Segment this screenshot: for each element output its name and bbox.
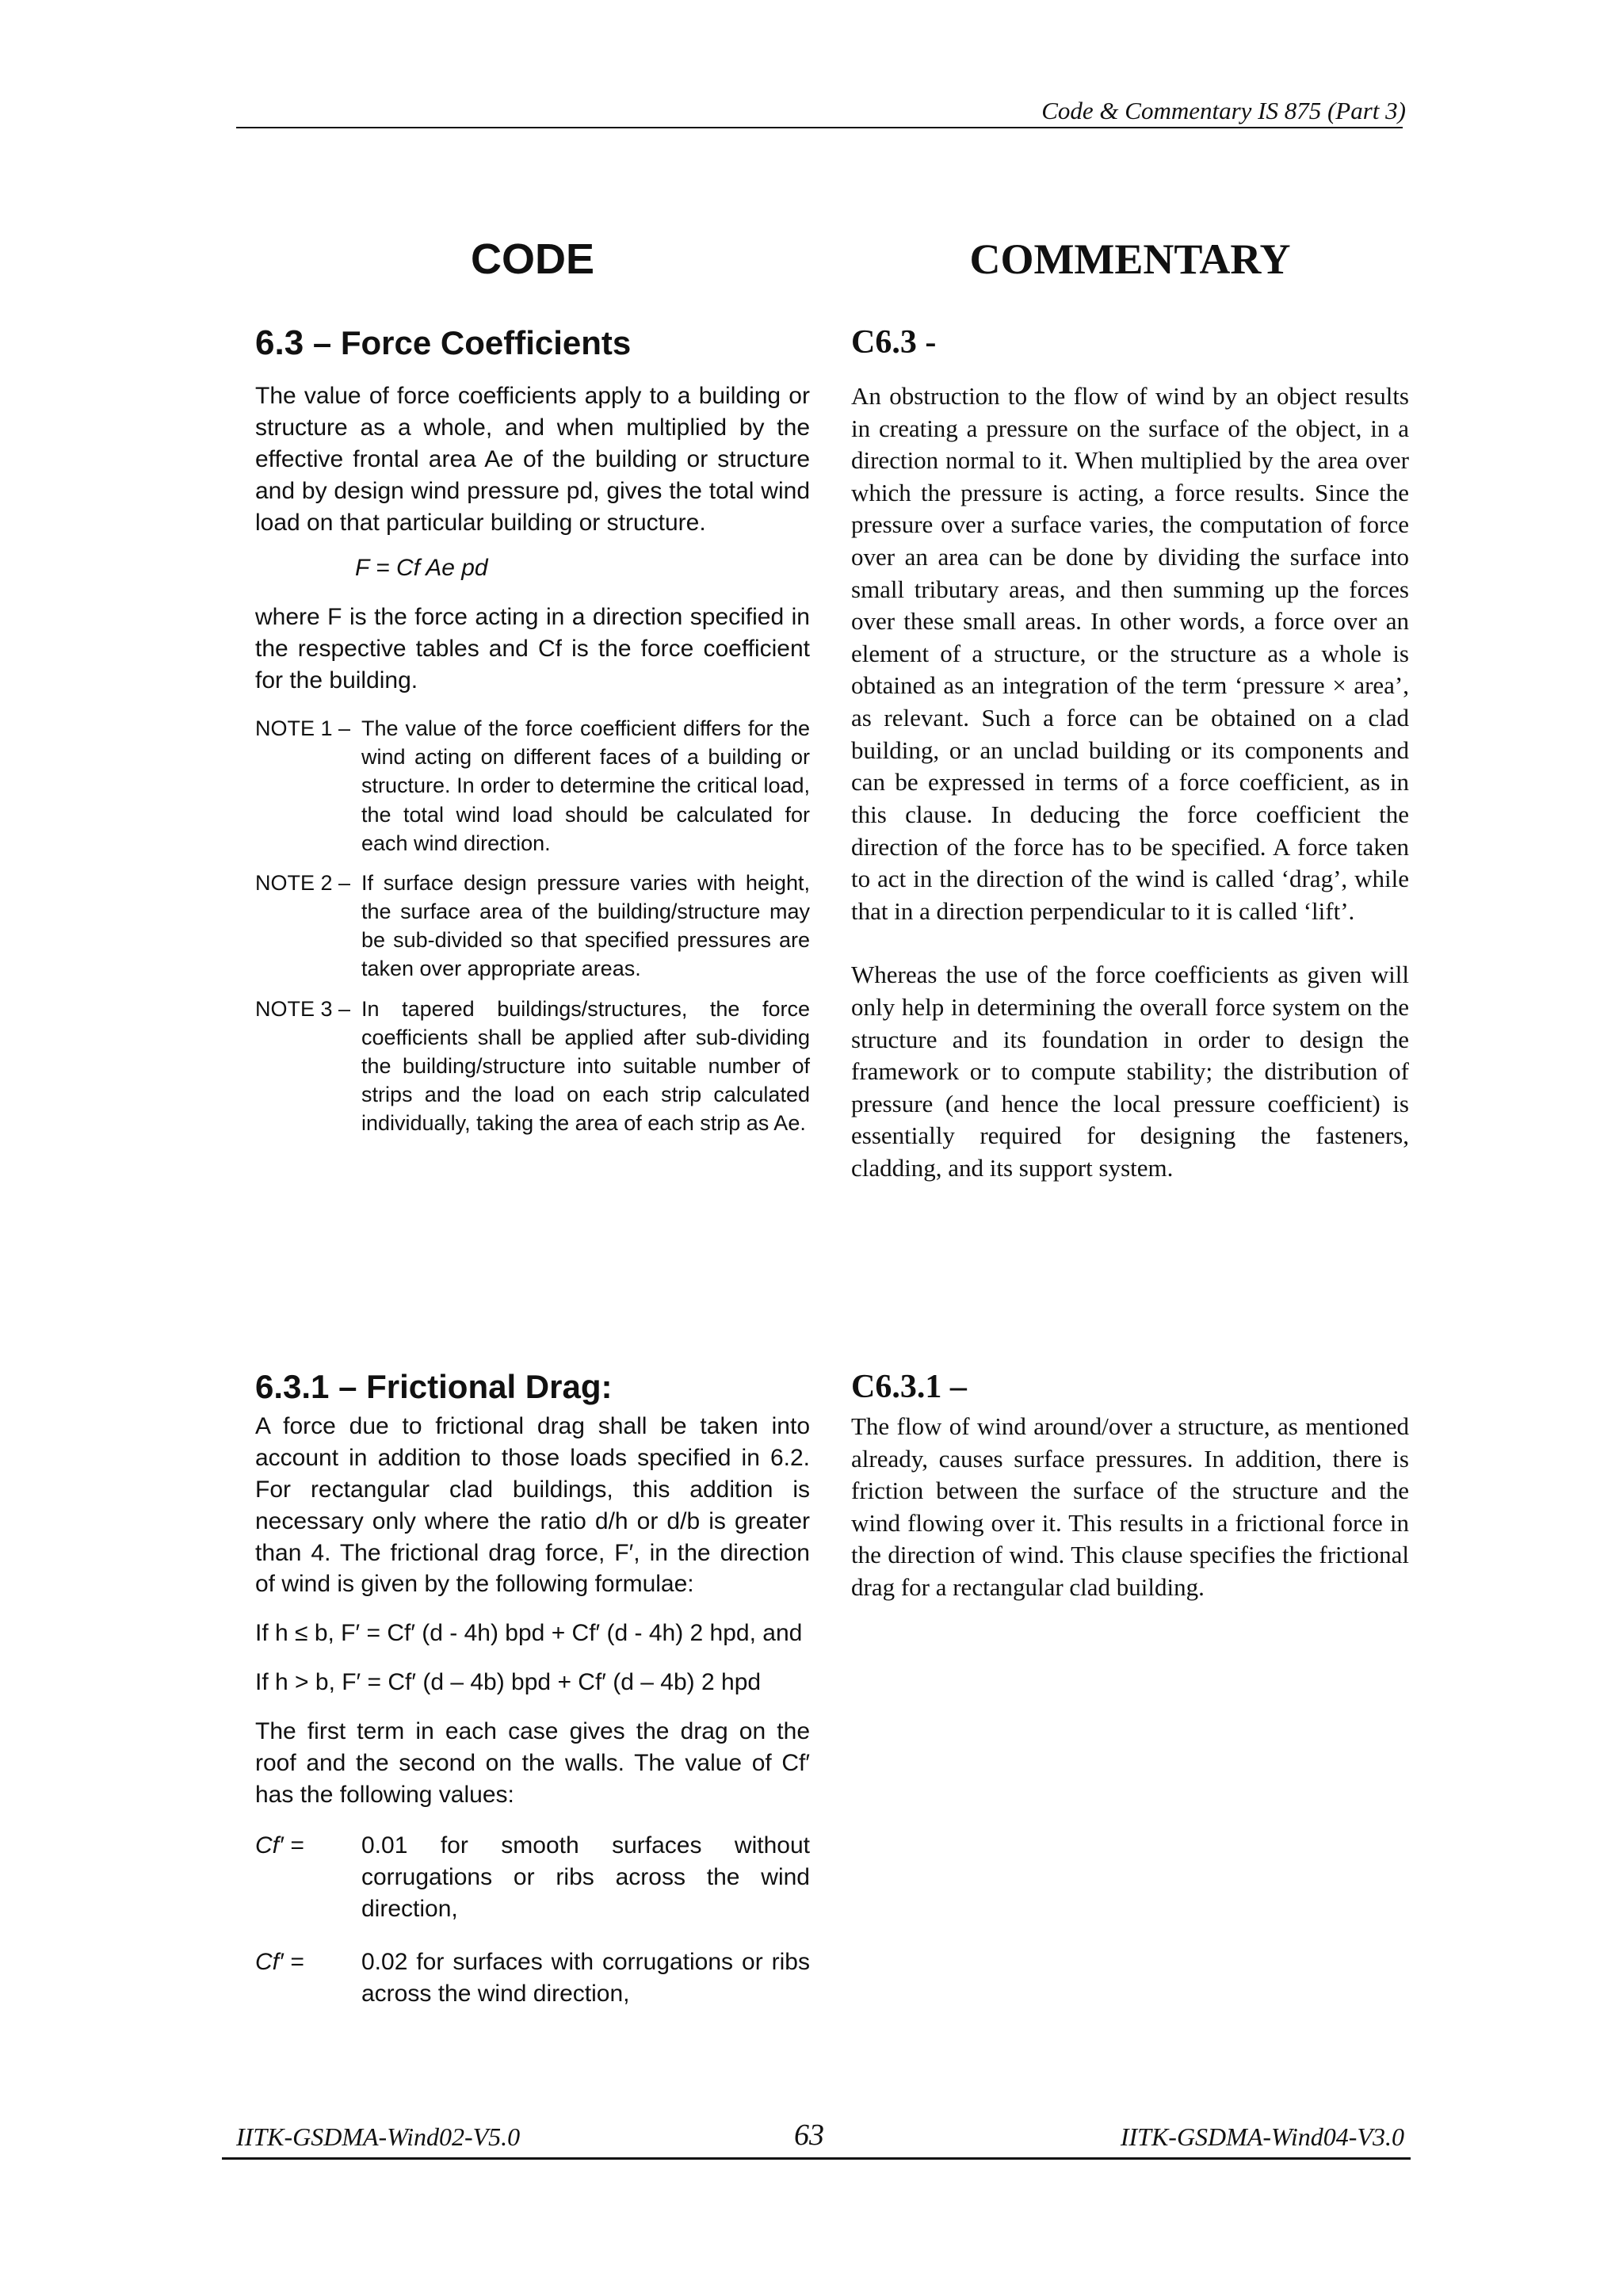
page-number: 63 — [794, 2118, 824, 2152]
section-6-3-title: 6.3 – Force Coefficients — [255, 323, 632, 362]
code-paragraph: where F is the force acting in a direction specified in the respective tables and Cf is the force coefficient for the building. — [255, 604, 810, 694]
code-paragraph: The value of force coefficients apply to a building or structure as a whole, and when multiplied by the effective frontal area Ae of the building or structure and by design wind pressure pd, gives the total wind load on that particular building or structure. — [255, 383, 810, 536]
formula-h-gt-b: If h > b, F′ = Cf′ (d – 4b) bpd + Cf′ (d – 4b) 2 hpd — [255, 1669, 762, 1696]
section-c6-3-1-title: C6.3.1 – — [851, 1369, 967, 1405]
note-1: NOTE 1 – The value of the force coefficient differs for the wind acting on different faces of a building or structure. In order to determine the critical load, the total wind load should be calculated for each wind direction. — [255, 716, 810, 855]
commentary-paragraph: The flow of wind around/over a structure, as mentioned already, causes surface pressures. In addition, there is friction between the surface of the structure and the wind flowing over it. This results in a frictional force in the direction of wind. This clause specifies the frictional drag for a rectangular clad building. — [851, 1412, 1409, 1602]
note-2: NOTE 2 – If surface design pressure varies with height, the surface area of the building/structure may be sub-divided so that specified pressures are taken over appropriate areas. — [255, 870, 810, 981]
footer-left-id: IITK-GSDMA-Wind02-V5.0 — [236, 2122, 521, 2151]
code-paragraph: A force due to frictional drag shall be taken into account in addition to those loads specified in 6.2. For rectangular clad buildings, this addition is necessary only where the ratio d/h or d/b is greater than 4. The frictional drag force, F′, in the direction of wind is given by the following formulae: — [255, 1413, 810, 1598]
section-6-3-1-title: 6.3.1 – Frictional Drag: — [255, 1368, 613, 1405]
formula-h-le-b: If h ≤ b, F′ = Cf′ (d - 4h) bpd + Cf′ (d - 4h) 2 hpd, and — [255, 1620, 803, 1647]
code-paragraph: The first term in each case gives the drag on the roof and the second on the walls. The value of Cf′ has the following values: — [255, 1718, 810, 1808]
commentary-paragraph: An obstruction to the flow of wind by an object results in creating a pressure on the surface of the object, in a direction normal to it. When multiplied by the area over which the pressure is acting, a force results. Since the pressure over a surface varies, the computation of force over an area can be done by dividing the surface into small tributary areas, and then summing up the forces over these small areas. In other words, a force over an element of a structure, or the structure as a whole is obtained as an integration of the term ‘pressure × area’, as relevant. Such a force can be obtained on a clad building, or an unclad building or its components and can be expressed in terms of a force coefficient, as in this clause. In deducing the force coefficient the direction of the force has to be specified. A force taken to act in the direction of the wind is called ‘drag’, while that in a direction perpendicular to it is called ‘lift’. — [851, 382, 1409, 925]
footer-rule — [222, 2157, 1411, 2160]
header-rule — [236, 127, 1403, 128]
running-header: Code & Commentary IS 875 (Part 3) — [1041, 97, 1406, 124]
code-column-6-3 — [255, 380, 810, 1148]
cf-value-item: Cf′ = 0.02 for surfaces with corrugations or ribs across the wind direction, — [255, 1949, 810, 2008]
commentary-heading: COMMENTARY — [969, 235, 1291, 283]
code-column-6-3-1 — [255, 1411, 810, 2032]
force-equation: F = Cf Ae pd — [355, 555, 488, 582]
code-heading: CODE — [470, 235, 594, 283]
note-3: NOTE 3 – In tapered buildings/structures, the force coefficients shall be applied after sub-dividing the building/structure into suitable number of strips and the load on each strip calculated individually, taking the area of each strip as Ae. — [255, 996, 810, 1136]
commentary-column-c6-3 — [851, 380, 1409, 1185]
cf-value-item: Cf′ = 0.01 for smooth surfaces without corrugations or ribs across the wind direction, — [255, 1832, 810, 1922]
commentary-paragraph: Whereas the use of the force coefficients as given will only help in determining the overall force system on the structure and its foundation in order to design the framework or to compute stability; the distribution of pressure (and hence the local pressure coefficient) is essentially required for designing the fasteners, cladding, and its support system. — [851, 961, 1409, 1182]
section-c6-3-title: C6.3 - — [851, 324, 937, 361]
footer-right-id: IITK-GSDMA-Wind04-V3.0 — [1120, 2122, 1404, 2151]
commentary-column-c6-3-1 — [851, 1411, 1409, 1604]
